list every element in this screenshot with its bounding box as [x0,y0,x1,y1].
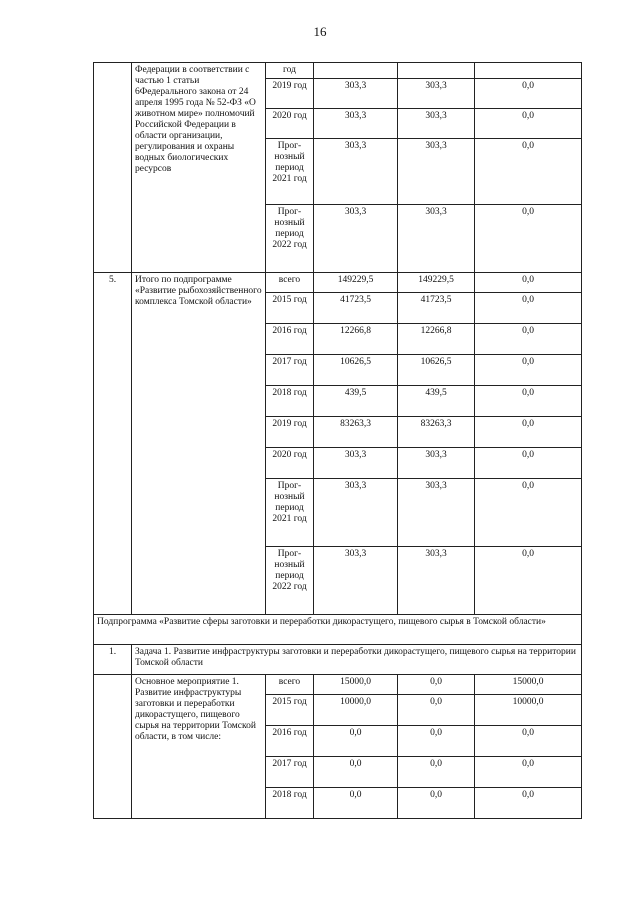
regional-value-cell: 0,0 [398,788,475,819]
regional-value-cell: 303,3 [398,547,475,615]
total-value-cell: 41723,5 [314,293,398,324]
total-value-cell: 0,0 [314,788,398,819]
row-name-cell: Федерации в соответствии с частью 1 статьи 6Федерального закона от 24 апреля 1995 года № 52-ФЗ «О животном мире» полномочий Российской Федерации в области организации, регулирования и охраны водных биологических ресурсов [132,63,266,273]
year-cell: всего [266,273,314,293]
year-cell: 2015 год [266,695,314,726]
year-cell: 2016 год [266,726,314,757]
year-cell: 2019 год [266,79,314,109]
table-row [94,63,582,79]
regional-value-cell: 303,3 [398,205,475,273]
year-cell: всего [266,675,314,695]
regional-value-cell: 303,3 [398,448,475,479]
year-cell: Прог-нозный период 2021 год [266,139,314,205]
subprogram-title: Подпрограмма «Развитие сферы заготовки и переработки дикорастущего, пищевого сырья в Томской области» [94,615,582,645]
total-value-cell: 10000,0 [314,695,398,726]
total-value-cell: 10626,5 [314,355,398,386]
regional-value-cell: 0,0 [398,757,475,788]
year-cell: 2016 год [266,324,314,355]
other-value-cell: 0,0 [475,726,582,757]
other-value-cell: 0,0 [475,448,582,479]
other-value-cell: 0,0 [475,139,582,205]
other-value-cell: 0,0 [475,757,582,788]
year-cell: 2017 год [266,757,314,788]
total-value-cell: 303,3 [314,448,398,479]
regional-value-cell [398,63,475,79]
regional-value-cell: 303,3 [398,479,475,547]
total-value-cell: 303,3 [314,479,398,547]
year-cell: 2018 год [266,386,314,417]
year-cell: Прог-нозный период 2021 год [266,479,314,547]
total-value-cell: 303,3 [314,109,398,139]
regional-value-cell: 12266,8 [398,324,475,355]
other-value-cell [475,63,582,79]
other-value-cell: 0,0 [475,109,582,139]
other-value-cell: 0,0 [475,293,582,324]
total-value-cell: 83263,3 [314,417,398,448]
regional-value-cell: 149229,5 [398,273,475,293]
total-value-cell: 439,5 [314,386,398,417]
year-cell: Прог-нозный период 2022 год [266,547,314,615]
other-value-cell: 0,0 [475,479,582,547]
other-value-cell: 0,0 [475,788,582,819]
other-value-cell: 0,0 [475,417,582,448]
page-number: 16 [313,24,327,39]
total-value-cell: 0,0 [314,757,398,788]
total-value-cell: 303,3 [314,79,398,109]
other-value-cell: 15000,0 [475,675,582,695]
other-value-cell: 0,0 [475,79,582,109]
other-value-cell: 0,0 [475,547,582,615]
year-cell: 2020 год [266,448,314,479]
year-cell: 2017 год [266,355,314,386]
task-title: Задача 1. Развитие инфраструктуры заготовки и переработки дикорастущего, пищевого сырья на территории Томской области [132,645,582,675]
regional-value-cell: 83263,3 [398,417,475,448]
total-value-cell: 303,3 [314,205,398,273]
total-value-cell: 303,3 [314,139,398,205]
budget-table [93,62,582,819]
row-number-cell: 5. [94,273,132,615]
regional-value-cell: 303,3 [398,109,475,139]
total-value-cell: 12266,8 [314,324,398,355]
regional-value-cell: 0,0 [398,675,475,695]
other-value-cell: 0,0 [475,205,582,273]
regional-value-cell: 0,0 [398,695,475,726]
regional-value-cell: 303,3 [398,139,475,205]
regional-value-cell: 439,5 [398,386,475,417]
other-value-cell: 10000,0 [475,695,582,726]
other-value-cell: 0,0 [475,386,582,417]
row-name-cell: Основное мероприятие 1. Развитие инфраструктуры заготовки и переработки дикорастущего, пищевого сырья на территории Томской области, в том числе: [132,675,266,819]
table-row [94,645,582,675]
regional-value-cell: 303,3 [398,79,475,109]
regional-value-cell: 41723,5 [398,293,475,324]
row-name-cell: Итого по подпрограмме «Развитие рыбохозяйственного комплекса Томской области» [132,273,266,615]
year-cell: 2019 год [266,417,314,448]
year-cell: Прог-нозный период 2022 год [266,205,314,273]
row-number-cell [94,63,132,273]
total-value-cell: 149229,5 [314,273,398,293]
year-cell: 2018 год [266,788,314,819]
table-row [94,615,582,645]
total-value-cell: 15000,0 [314,675,398,695]
task-number-cell: 1. [94,645,132,675]
regional-value-cell: 10626,5 [398,355,475,386]
total-value-cell: 0,0 [314,726,398,757]
other-value-cell: 0,0 [475,273,582,293]
row-number-cell [94,675,132,819]
total-value-cell: 303,3 [314,547,398,615]
year-cell: год [266,63,314,79]
table-row [94,675,582,695]
regional-value-cell: 0,0 [398,726,475,757]
other-value-cell: 0,0 [475,324,582,355]
other-value-cell: 0,0 [475,355,582,386]
year-cell: 2015 год [266,293,314,324]
year-cell: 2020 год [266,109,314,139]
table-row [94,273,582,293]
total-value-cell [314,63,398,79]
